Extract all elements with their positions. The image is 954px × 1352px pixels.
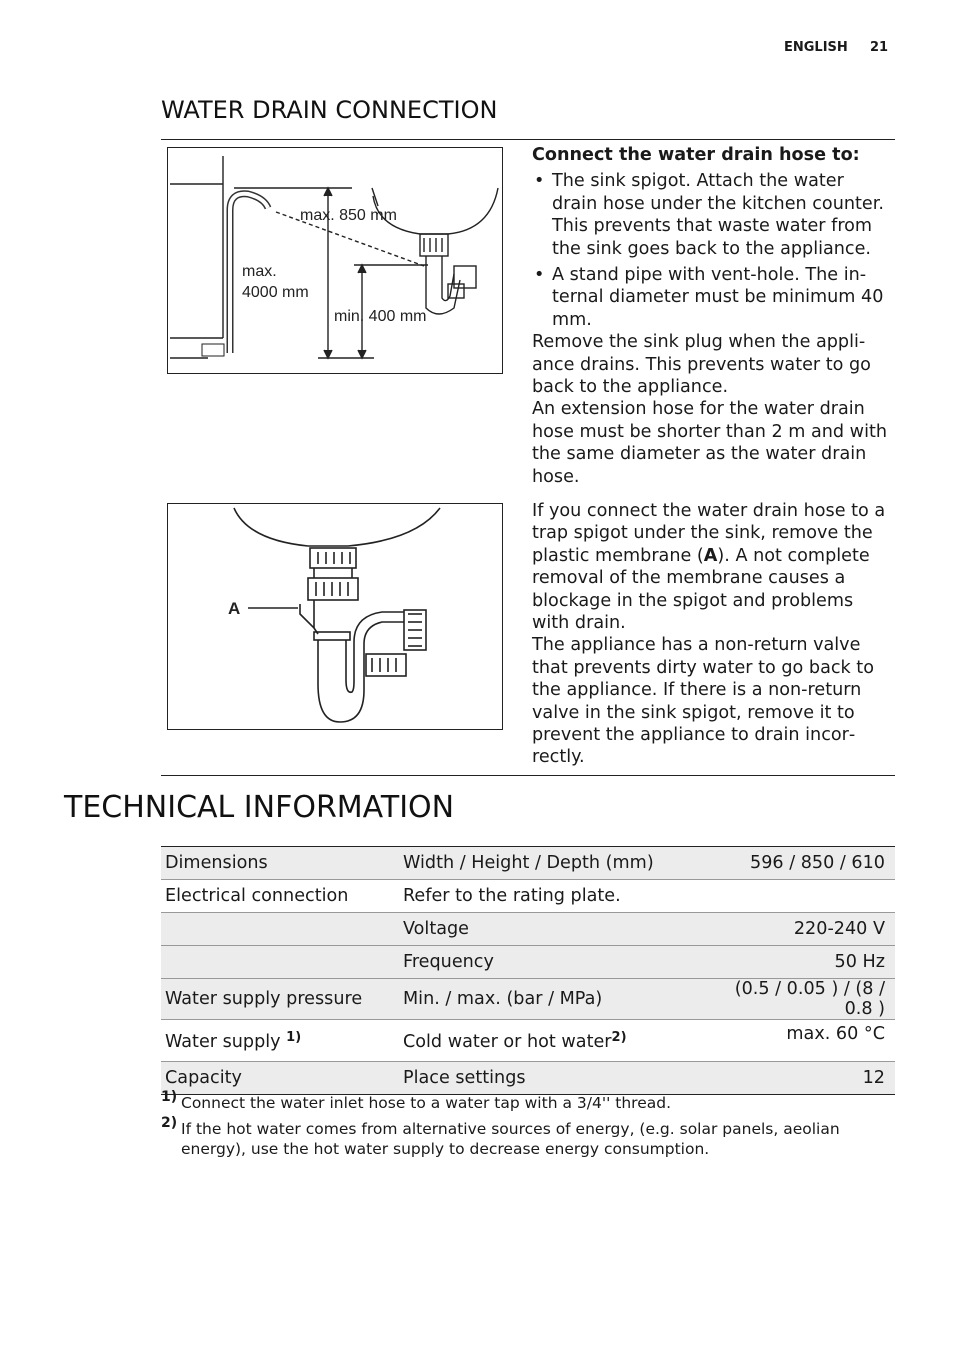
table-cell: Electrical connection (165, 886, 349, 906)
table-cell: Min. / max. (bar / MPa) (403, 989, 603, 1009)
paragraph: An extension hose for the water drain hose must be shorter than 2 m and with the same diameter as the water drain hose. (532, 399, 888, 487)
label-min-400: min. 400 mm (334, 308, 427, 325)
bold-ref: A (703, 545, 718, 566)
table-cell: Water supply pressure (165, 989, 363, 1009)
table-cell: 596 / 850 / 610 (750, 853, 885, 873)
bullet-text: The sink spigot. Attach the water drain hose under the kitchen counter. This prevents that waste water from the sink goes back to the appliance. (552, 171, 884, 259)
table-cell (399, 1020, 713, 1062)
list-item: • A stand pipe with vent-hole. The internal diameter must be minimum 40 mm. (534, 265, 884, 330)
connect-heading: Connect the water drain hose to: (532, 145, 860, 165)
label-4000: 4000 mm (242, 284, 309, 301)
table-cell: 50 Hz (834, 952, 885, 972)
cell-text: Cold water or hot water (403, 1031, 612, 1052)
footnote-ref: 1) (286, 1029, 302, 1045)
table-cell: Refer to the rating plate. (403, 886, 621, 906)
table-row (161, 979, 895, 1020)
table-cell: 220-240 V (793, 919, 885, 939)
table-cell (161, 913, 399, 946)
paragraph: The appliance has a non-return valve that prevents dirty water to go back to the appliance. If there is a non-return valve in the sink spigot, remove it to prevent the appliance to drain incorrectly. (532, 635, 874, 768)
table-cell (161, 1020, 399, 1062)
list-item: • The sink spigot. Attach the water drain hose under the kitchen counter. This prevents that waste water from the sink goes back to the appliance. (534, 171, 884, 259)
label-max: max. (242, 263, 277, 280)
table-row (161, 1020, 895, 1062)
paragraph: Remove the sink plug when the appliance drains. This prevents water to go back to the appliance. (532, 332, 871, 398)
table-row (161, 847, 895, 880)
paragraph-membrane (532, 500, 888, 634)
footnote-mark: 1) (161, 1089, 178, 1105)
table-cell: Voltage (403, 919, 469, 939)
table-cell (713, 880, 895, 913)
table-cell: 12 (862, 1068, 885, 1088)
table-row (161, 1062, 895, 1095)
footnote-mark: 2) (161, 1115, 178, 1131)
table-row (161, 946, 895, 979)
footnote-text: If the hot water comes from alternative sources of energy, (e.g. solar panels, aeolian energy), use the hot water supply to decrease energy consumption. (181, 1120, 840, 1158)
cell-text: Water supply (165, 1031, 287, 1052)
section-divider (161, 139, 895, 140)
page-number: 21 (870, 40, 889, 55)
header-language: ENGLISH (784, 40, 848, 55)
table-cell: (0.5 / 0.05 ) / (8 / 0.8 ) (734, 979, 885, 1019)
table-cell: Dimensions (165, 853, 268, 873)
table-cell: Place settings (403, 1068, 526, 1088)
table-row (161, 913, 895, 946)
table-cell: Frequency (403, 952, 494, 972)
footnote (161, 1089, 881, 1113)
technical-table (161, 846, 895, 1095)
table-cell: max. 60 °C (786, 1024, 885, 1044)
text-span: ). A not complete removal of the membrane causes a blockage in the spigot and problems with drain. (532, 545, 870, 634)
table-cell: Capacity (165, 1068, 242, 1088)
section-divider (161, 775, 895, 776)
label-a: A (228, 599, 241, 618)
sink-trap-figure (167, 503, 503, 730)
section-title-technical: TECHNICAL INFORMATION (64, 790, 455, 825)
drain-instructions-lower (532, 500, 888, 769)
text-span: If you connect the water drain hose to a trap spigot under the sink, remove the plastic membrane ( (532, 501, 886, 566)
section-title-water-drain: WATER DRAIN CONNECTION (161, 96, 498, 124)
label-max-850: max. 850 mm (300, 207, 397, 224)
table-row (161, 880, 895, 913)
footnote-text: Connect the water inlet hose to a water tap with a 3/4'' thread. (181, 1094, 671, 1112)
footnote-ref: 2) (611, 1029, 627, 1045)
drain-height-figure (167, 147, 503, 374)
bullet-text: A stand pipe with vent-hole. The internal diameter must be minimum 40 mm. (552, 265, 884, 330)
table-cell (161, 946, 399, 979)
table-cell: Width / Height / Depth (mm) (403, 853, 654, 873)
footnote (161, 1115, 861, 1159)
drain-instructions-upper (532, 144, 888, 488)
